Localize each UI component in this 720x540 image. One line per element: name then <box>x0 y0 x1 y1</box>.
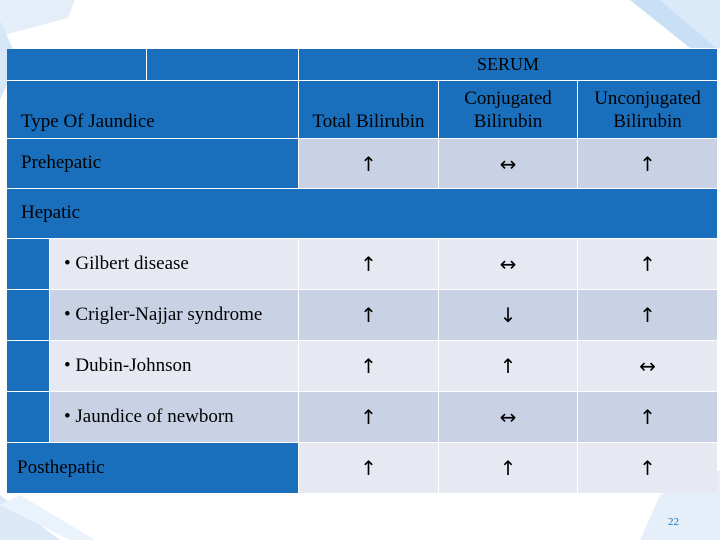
jaundice-table <box>7 49 717 493</box>
row-label-gilbert: • Gilbert disease <box>50 239 298 289</box>
value-cell: ↑ <box>299 443 438 493</box>
value-cell: ↑ <box>578 290 717 340</box>
value-cell: ↑ <box>299 392 438 442</box>
column-header-conjugated: Conjugated Bilirubin <box>439 81 577 138</box>
row-label-posthepatic: Posthepatic <box>7 443 298 493</box>
value-cell: ↔ <box>578 341 717 391</box>
indent-cell <box>7 239 49 289</box>
indent-cell <box>7 290 49 340</box>
value-cell: ↔ <box>439 239 577 289</box>
column-header-total: Total Bilirubin <box>299 81 438 138</box>
value-cell: ↓ <box>439 290 577 340</box>
value-cell: ↑ <box>578 139 717 188</box>
value-cell: ↑ <box>299 341 438 391</box>
row-label-crigler-najjar: • Crigler-Najjar syndrome <box>50 290 298 340</box>
header-blank-cell <box>147 49 298 80</box>
value-cell: ↑ <box>578 392 717 442</box>
value-cell: ↑ <box>299 139 438 188</box>
value-cell: ↑ <box>299 239 438 289</box>
value-cell: ↔ <box>439 392 577 442</box>
value-cell: ↔ <box>439 139 577 188</box>
header-blank-cell <box>7 49 146 80</box>
value-cell: ↑ <box>439 443 577 493</box>
value-cell: ↑ <box>299 290 438 340</box>
row-label-hepatic: Hepatic <box>7 189 717 238</box>
value-cell: ↑ <box>578 239 717 289</box>
row-label-jaundice-of-newborn: • Jaundice of newborn <box>50 392 298 442</box>
row-label-dubin-johnson: • Dubin-Johnson <box>50 341 298 391</box>
page-number: 22 <box>668 516 679 528</box>
row-header: Type Of Jaundice <box>7 81 298 138</box>
column-header-unconjugated: Unconjugated Bilirubin <box>578 81 717 138</box>
row-label-prehepatic: Prehepatic <box>7 139 298 188</box>
indent-cell <box>7 392 49 442</box>
value-cell: ↑ <box>439 341 577 391</box>
value-cell: ↑ <box>578 443 717 493</box>
indent-cell <box>7 341 49 391</box>
serum-header: SERUM <box>299 49 717 80</box>
